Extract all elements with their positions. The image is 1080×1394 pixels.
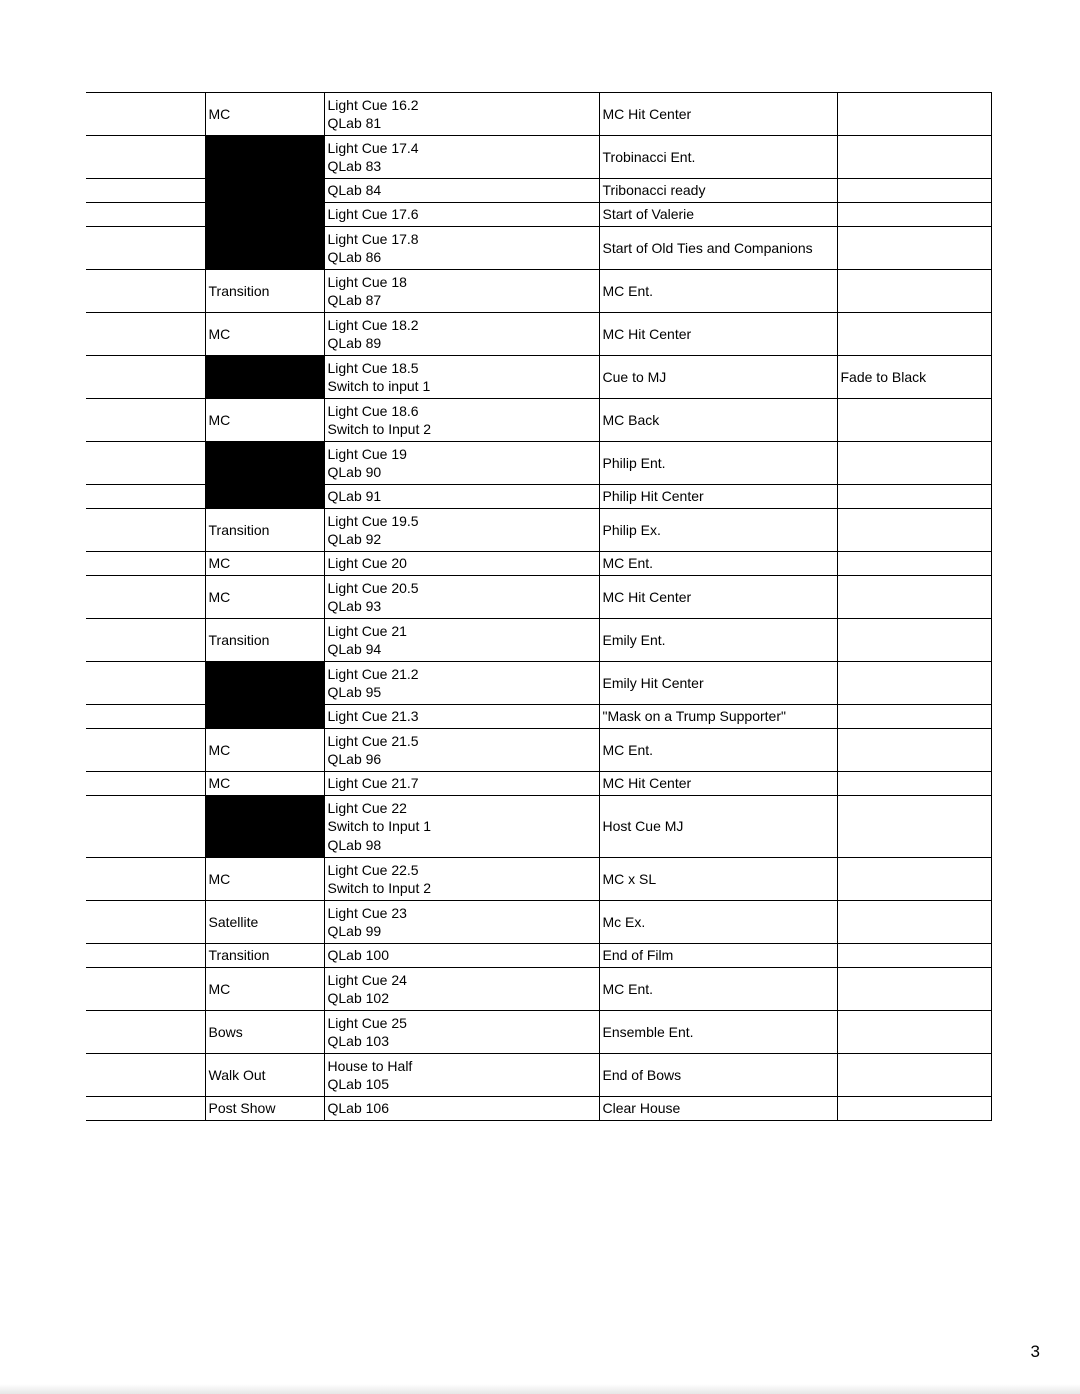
cell-notes (837, 203, 991, 227)
cell-description: Start of Valerie (599, 203, 837, 227)
cue-line: Light Cue 21 (327, 622, 407, 639)
table-row (86, 705, 991, 729)
cell-location: MC (205, 772, 324, 796)
table-row (86, 968, 991, 1011)
cue-line: QLab 86 (327, 249, 382, 265)
cell-empty (86, 93, 205, 136)
cell-location: Post Show (205, 1097, 324, 1121)
table-row (86, 662, 991, 705)
cell-location: MC (205, 399, 324, 442)
cell-location: Transition (205, 619, 324, 662)
cell-cue (324, 1097, 599, 1121)
cell-empty (86, 313, 205, 356)
cell-blacked-out (205, 203, 324, 227)
table-row (86, 136, 991, 179)
cue-line: QLab 99 (327, 923, 382, 939)
cue-line: QLab 95 (327, 684, 382, 700)
cue-line: Light Cue 17.6 (327, 206, 419, 223)
cue-line: House to Half (327, 1057, 413, 1074)
cue-line: QLab 81 (327, 115, 382, 131)
cue-line: Light Cue 21.3 (327, 708, 419, 725)
cue-line: Light Cue 24 (327, 971, 407, 988)
cell-description: Mc Ex. (599, 901, 837, 944)
cell-empty (86, 729, 205, 772)
cue-line: QLab 105 (327, 1076, 389, 1092)
cell-cue (324, 485, 599, 509)
cell-empty (86, 179, 205, 203)
cell-cue (324, 203, 599, 227)
cell-cue (324, 552, 599, 576)
cell-location: Transition (205, 270, 324, 313)
cell-cue (324, 136, 599, 179)
cell-empty (86, 1097, 205, 1121)
cell-notes (837, 552, 991, 576)
cell-cue (324, 619, 599, 662)
cell-notes (837, 576, 991, 619)
cue-line: Light Cue 22.5 (327, 861, 419, 878)
cell-location: MC (205, 858, 324, 901)
cell-empty (86, 944, 205, 968)
cell-cue (324, 93, 599, 136)
cell-cue (324, 509, 599, 552)
cell-notes (837, 399, 991, 442)
cue-line: Switch to Input 2 (327, 421, 432, 437)
cell-empty (86, 772, 205, 796)
cell-empty (86, 399, 205, 442)
table-row (86, 772, 991, 796)
cell-blacked-out (205, 796, 324, 858)
cell-description: Clear House (599, 1097, 837, 1121)
cell-cue (324, 576, 599, 619)
cell-notes (837, 968, 991, 1011)
cell-notes (837, 1054, 991, 1097)
table-row (86, 796, 991, 858)
cue-line: QLab 91 (327, 488, 382, 505)
cue-line: QLab 89 (327, 335, 382, 351)
cell-empty (86, 136, 205, 179)
cell-location: Bows (205, 1011, 324, 1054)
cell-empty (86, 901, 205, 944)
table-row (86, 1054, 991, 1097)
table-row (86, 619, 991, 662)
cell-location: MC (205, 313, 324, 356)
cell-cue (324, 442, 599, 485)
cell-cue (324, 179, 599, 203)
cue-line: Switch to Input 1 (327, 818, 432, 835)
cell-notes (837, 485, 991, 509)
table-row (86, 944, 991, 968)
cell-notes (837, 858, 991, 901)
cue-line: Light Cue 19 (327, 445, 407, 462)
table-row (86, 203, 991, 227)
cell-description: "Mask on a Trump Supporter" (599, 705, 837, 729)
cue-line: Light Cue 19.5 (327, 512, 419, 529)
cell-location: Transition (205, 509, 324, 552)
cue-line: QLab 100 (327, 947, 389, 964)
cell-description: MC Hit Center (599, 93, 837, 136)
cell-empty (86, 442, 205, 485)
cue-line: Light Cue 18.5 (327, 359, 419, 376)
table-row (86, 1097, 991, 1121)
cell-location: Satellite (205, 901, 324, 944)
cell-description: MC Ent. (599, 552, 837, 576)
cue-line: Light Cue 20.5 (327, 579, 419, 596)
cell-notes (837, 136, 991, 179)
cue-sheet-body (86, 93, 991, 1121)
cue-line: QLab 103 (327, 1033, 389, 1049)
cue-line: Light Cue 18 (327, 273, 407, 290)
cell-cue (324, 729, 599, 772)
cell-location: MC (205, 93, 324, 136)
cue-line: QLab 106 (327, 1100, 389, 1117)
cue-line: Light Cue 21.5 (327, 732, 419, 749)
cell-empty (86, 203, 205, 227)
cell-cue (324, 901, 599, 944)
cell-location: Transition (205, 944, 324, 968)
cell-description: MC Hit Center (599, 576, 837, 619)
cue-line: Light Cue 18.2 (327, 316, 419, 333)
cell-description: Philip Hit Center (599, 485, 837, 509)
table-row (86, 552, 991, 576)
cell-blacked-out (205, 356, 324, 399)
cell-blacked-out (205, 442, 324, 485)
cell-blacked-out (205, 136, 324, 179)
cue-line: Light Cue 21.2 (327, 665, 419, 682)
table-row (86, 509, 991, 552)
cell-notes (837, 227, 991, 270)
cell-notes (837, 179, 991, 203)
cell-location: MC (205, 552, 324, 576)
page-edge (0, 1384, 1080, 1394)
cue-line: QLab 83 (327, 158, 382, 174)
cell-notes: Fade to Black (837, 356, 991, 399)
table-row (86, 729, 991, 772)
cell-notes (837, 313, 991, 356)
cue-line: Light Cue 17.4 (327, 139, 419, 156)
cell-description: Philip Ex. (599, 509, 837, 552)
cell-empty (86, 509, 205, 552)
cell-cue (324, 270, 599, 313)
cue-line: Switch to Input 2 (327, 880, 432, 896)
cue-line: QLab 96 (327, 751, 382, 767)
cell-description: MC Ent. (599, 968, 837, 1011)
table-row (86, 356, 991, 399)
cell-empty (86, 858, 205, 901)
cue-line: Light Cue 21.7 (327, 775, 419, 792)
cell-description: Tribonacci ready (599, 179, 837, 203)
cue-line: QLab 98 (327, 836, 382, 853)
cell-description: Emily Ent. (599, 619, 837, 662)
table-row (86, 1011, 991, 1054)
table-row (86, 485, 991, 509)
cell-description: Emily Hit Center (599, 662, 837, 705)
table-row (86, 270, 991, 313)
cell-description: Ensemble Ent. (599, 1011, 837, 1054)
cell-notes (837, 270, 991, 313)
cell-empty (86, 1011, 205, 1054)
cell-empty (86, 1054, 205, 1097)
cell-location: Walk Out (205, 1054, 324, 1097)
table-row (86, 399, 991, 442)
cell-description: MC Ent. (599, 270, 837, 313)
cell-blacked-out (205, 179, 324, 203)
cue-sheet-table (86, 92, 992, 1121)
cell-notes (837, 442, 991, 485)
cell-notes (837, 662, 991, 705)
cell-notes (837, 944, 991, 968)
cell-notes (837, 796, 991, 858)
cue-line: QLab 84 (327, 182, 382, 199)
cell-empty (86, 968, 205, 1011)
cue-line: Light Cue 23 (327, 904, 407, 921)
cue-line: Light Cue 18.6 (327, 402, 419, 419)
table-row (86, 442, 991, 485)
cell-cue (324, 858, 599, 901)
table-row (86, 576, 991, 619)
cell-cue (324, 944, 599, 968)
cue-line: QLab 93 (327, 598, 382, 614)
cell-empty (86, 662, 205, 705)
table-row (86, 901, 991, 944)
cell-empty (86, 356, 205, 399)
cell-notes (837, 1011, 991, 1054)
cell-location: MC (205, 576, 324, 619)
cell-description: Cue to MJ (599, 356, 837, 399)
cell-notes (837, 901, 991, 944)
cell-notes (837, 93, 991, 136)
cell-blacked-out (205, 662, 324, 705)
cue-line: Light Cue 17.8 (327, 230, 419, 247)
cell-cue (324, 227, 599, 270)
cell-notes (837, 509, 991, 552)
cell-empty (86, 705, 205, 729)
cell-description: End of Bows (599, 1054, 837, 1097)
cue-line: Light Cue 22 (327, 799, 407, 816)
cue-line: Light Cue 25 (327, 1014, 407, 1031)
cue-line: Light Cue 16.2 (327, 96, 419, 113)
table-row (86, 313, 991, 356)
page-number: 3 (1030, 1342, 1040, 1361)
cell-location: MC (205, 968, 324, 1011)
cue-line: Switch to input 1 (327, 378, 431, 394)
table-row (86, 179, 991, 203)
cell-cue (324, 1054, 599, 1097)
cell-notes (837, 705, 991, 729)
cell-description: MC Ent. (599, 729, 837, 772)
cell-description: Trobinacci Ent. (599, 136, 837, 179)
cell-cue (324, 968, 599, 1011)
cue-line: QLab 102 (327, 990, 389, 1006)
cell-blacked-out (205, 485, 324, 509)
cell-description: MC x SL (599, 858, 837, 901)
cell-empty (86, 552, 205, 576)
cell-description: Host Cue MJ (599, 796, 837, 858)
cell-description: MC Hit Center (599, 313, 837, 356)
table-row (86, 227, 991, 270)
cell-blacked-out (205, 705, 324, 729)
cell-empty (86, 227, 205, 270)
cell-empty (86, 485, 205, 509)
cue-line: QLab 87 (327, 292, 382, 308)
cell-notes (837, 772, 991, 796)
cell-empty (86, 619, 205, 662)
cell-cue (324, 399, 599, 442)
cell-location: MC (205, 729, 324, 772)
cell-cue (324, 705, 599, 729)
cell-cue (324, 796, 599, 858)
cell-empty (86, 270, 205, 313)
cell-description: Start of Old Ties and Companions (599, 227, 837, 270)
table-row (86, 858, 991, 901)
cue-line: Light Cue 20 (327, 555, 407, 572)
cell-notes (837, 729, 991, 772)
cell-notes (837, 619, 991, 662)
cell-empty (86, 576, 205, 619)
cell-cue (324, 313, 599, 356)
cell-cue (324, 1011, 599, 1054)
cue-line: QLab 92 (327, 531, 382, 547)
table-row (86, 93, 991, 136)
cell-description: MC Back (599, 399, 837, 442)
cell-blacked-out (205, 227, 324, 270)
cell-description: Philip Ent. (599, 442, 837, 485)
cell-description: End of Film (599, 944, 837, 968)
cell-empty (86, 796, 205, 858)
cell-cue (324, 356, 599, 399)
cue-line: QLab 90 (327, 464, 382, 480)
cell-notes (837, 1097, 991, 1121)
cell-cue (324, 772, 599, 796)
cell-description: MC Hit Center (599, 772, 837, 796)
cell-cue (324, 662, 599, 705)
cue-line: QLab 94 (327, 641, 382, 657)
